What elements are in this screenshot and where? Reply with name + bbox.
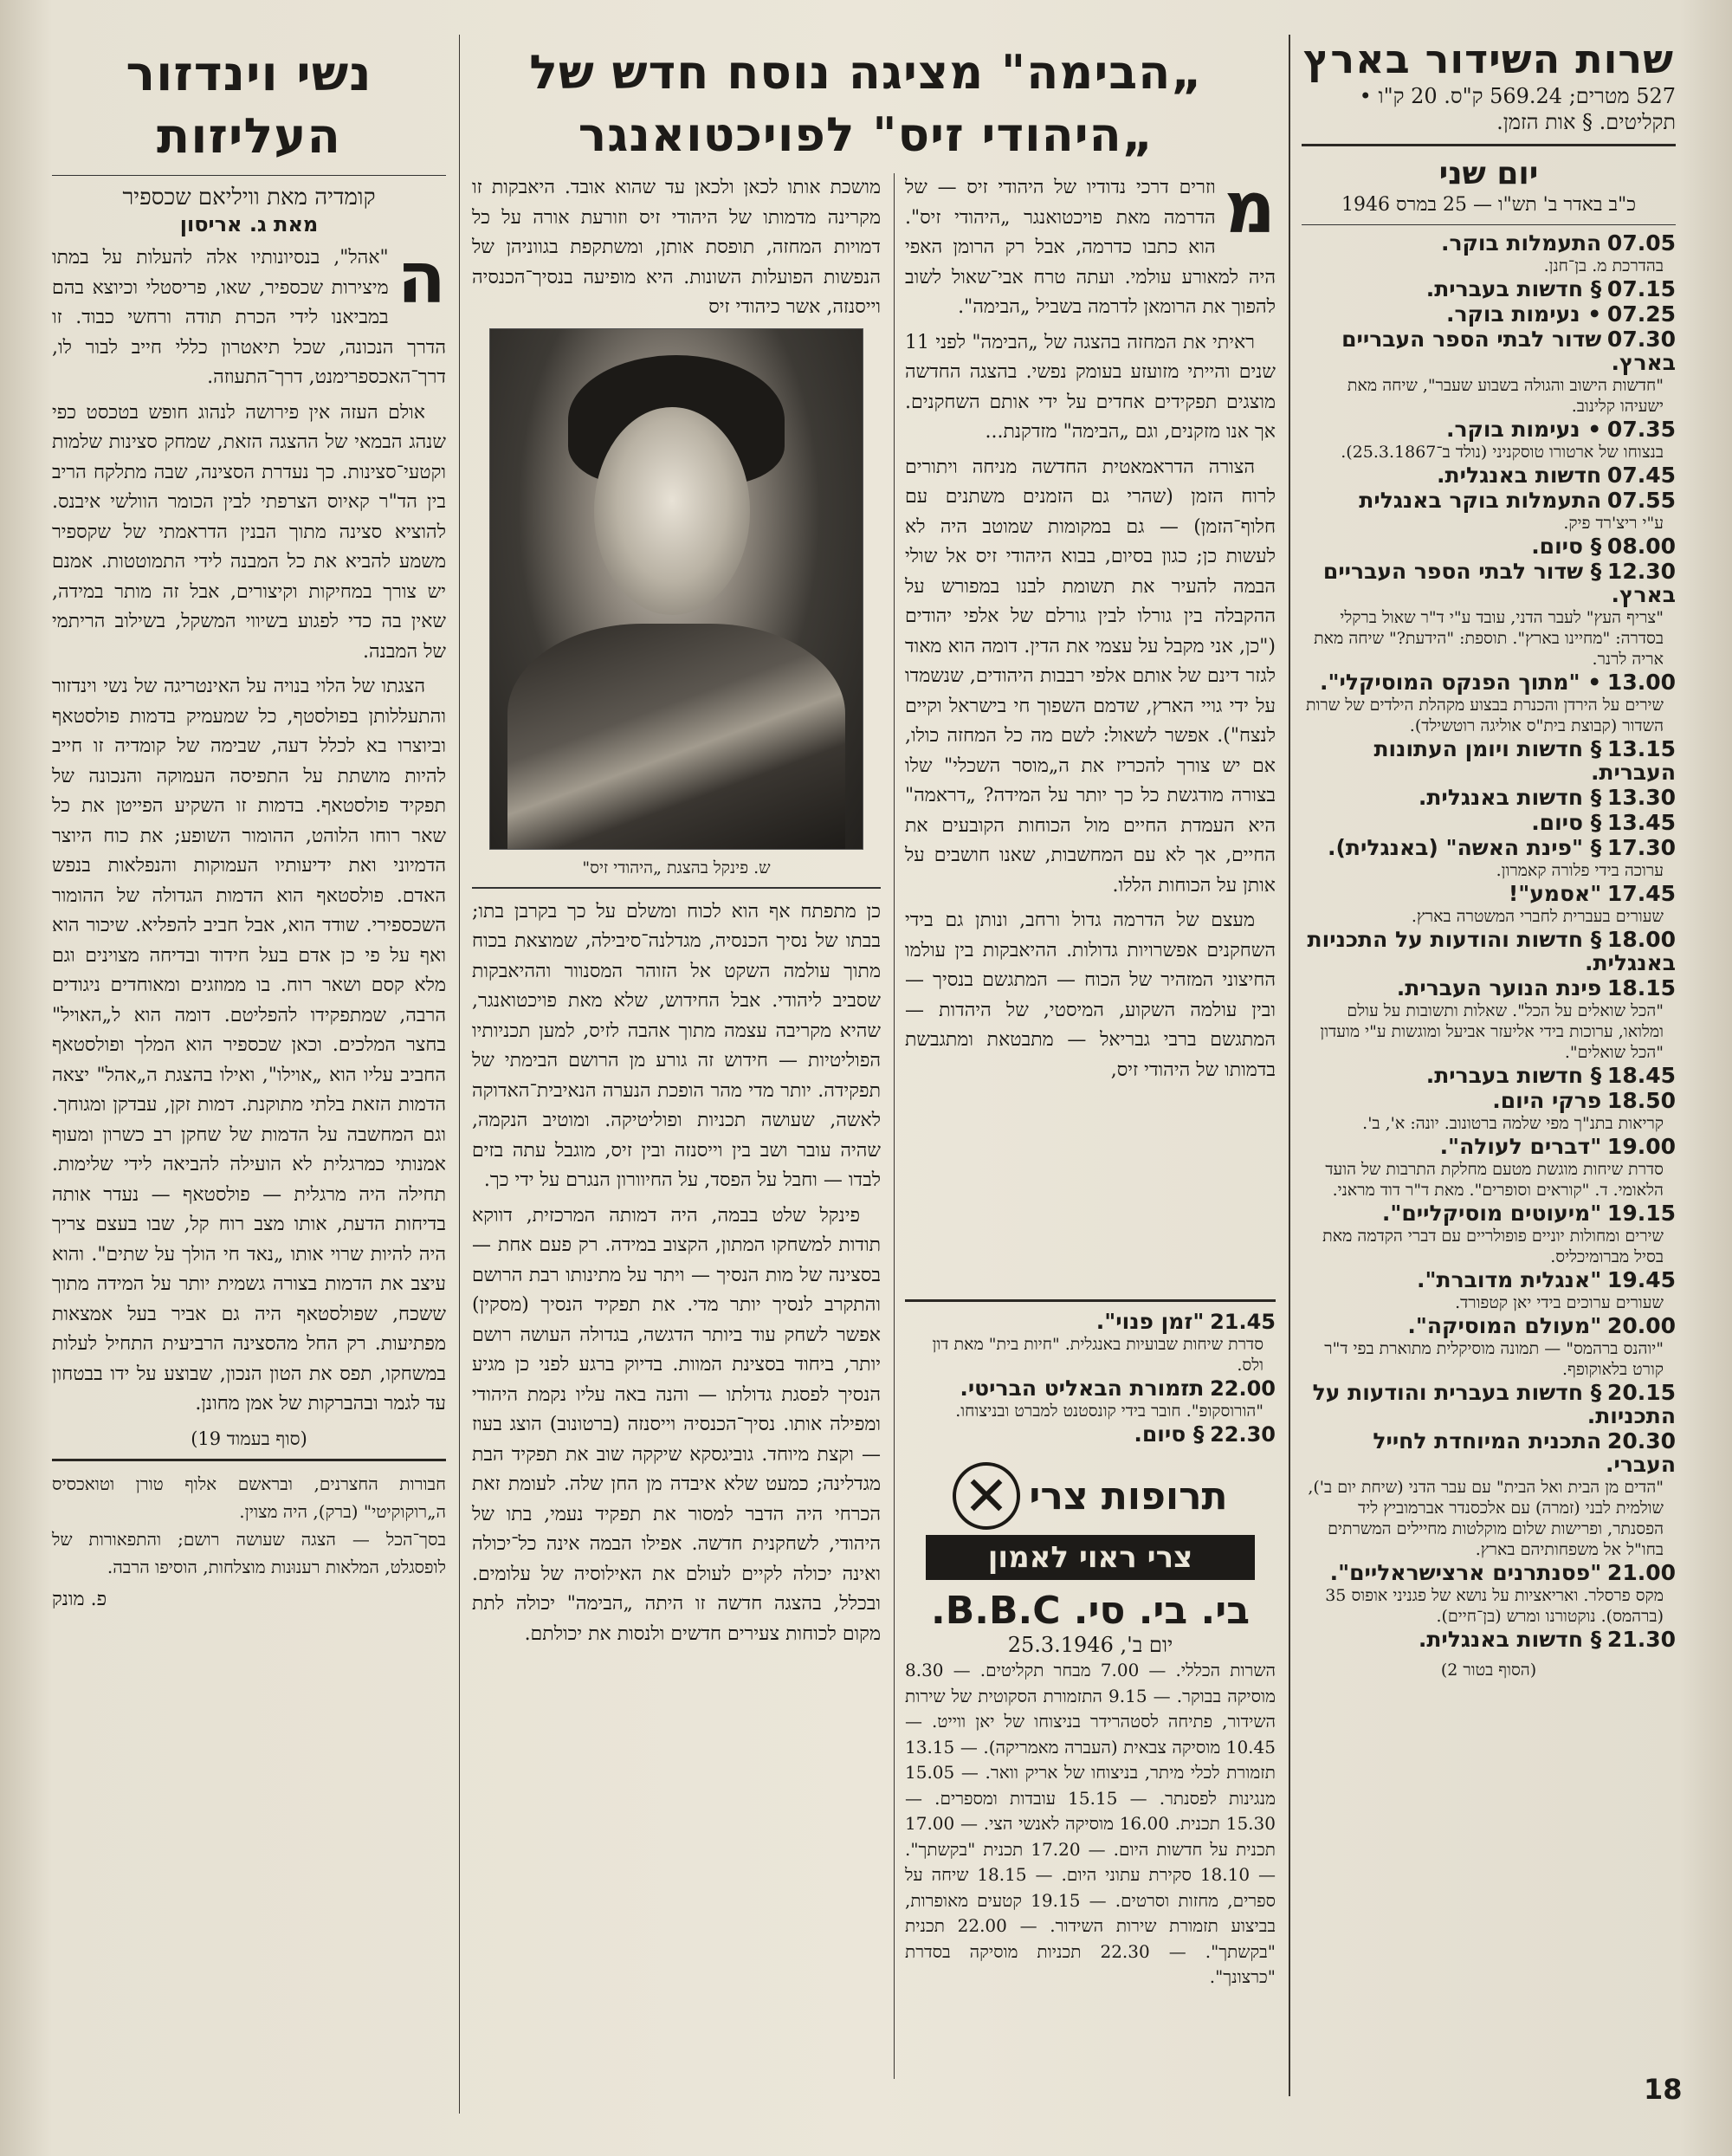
- paragraph: מושכת אותו לכאן ולכאן עד שהוא אובד. היאבקות זו מקרינה מדמותו של היהודי זיס וזורעת אורה על כל דמויות המחזה, תופסת אותן, ומשתקפת בגווניהן של הנפשות הפועלות השונות. היא מופיעה בנסיך־הכנסיה וייסנזה, אשר כיהודי זיס: [472, 177, 881, 318]
- program-title: התעמלות בוקר באנגלית: [1359, 488, 1602, 513]
- divider: [1302, 144, 1676, 146]
- shakespeare-headline-2: העליזות: [156, 108, 342, 165]
- program-title: § חדשות בעברית והודעות על התכניות.: [1312, 1380, 1676, 1428]
- paragraph: הצגתו של הלוי בנויה על האינטריגה של נשי וינדזור והתעללותן בפולסטף, כל שמעמיק בדמות פולסטאף וביוצרו בא לכלל דעה, שבימה של קומדיה זו חייב להיות מושתת על התפיסה העמוקה והנכונה של תפקיד פולסטאף. בדמות זו השקיע הפייטן את כל שאר רוחו הלוהט, ההומור השופע; את כוח היוצר הדמיוני ואת ידיעותיו העמוקות והנפלאות בנפש האדם. פולסטאף הוא הדמות הגדולה של ההומור השכספירי. שודד הוא, אבל חביב להפליא. שיכור הוא ואף על פי כן אדם בעל חידוד ובדיחה מצוינים וגם מלא קסם ושאר רוח. בו ממוזגים ומאוחדים ניגודים הרבה, שמתפקידו להפליטם. דומה הוא ל„האויל" בחצר המלכים. וכאן שכספיר הוא המלך ופולסטאף החביב עליו הוא „אוילו", ואילו בהצגת ה„אהל" יצאה הדמות הזאת בלתי מתוקנת. דמות זקן, עבדקן ומגוחך. וגם המחשבה על הדמות של שחקן רב כשרון ומעוף אמנותי כמרגלית לא הועילה להביאה לידי שלימות. תחילה היה מרגלית — פולסטאף — נעדר אותה בדיחות הדעת, אותו מצב רוח קל, שבו בעצם צריך היה להיות שרוי אותו „נאד חי הולך על שתים". והוא עיצב את הדמות בצורה גשמית יותר על המידה מתוך ששכח, שפולסטאף היה גם אביר בעל אמצאות מפתיעות. רק החל מהסצינה הרביעית התחיל לעלות במשחקו, תפס את הטון הנכון, שבוצע על ידו בבטחון עד לגמר ובהברקות של אמן מחונן.: [52, 676, 446, 1415]
- drop-cap: ה: [397, 237, 446, 320]
- paragraph: וזרים דרכי נדודיו של היהודי זיס — של הדרמה מאת פויכטואנגר „היהודי זיס". הוא כתבו כדרמה, אבל רק הרומן האפי היה למאורע עולמי. ועתה טרח אבי־שאול לשוב להפוך את הרומאן לדרמה בשביל „הבימה".: [905, 177, 1276, 318]
- program-title: "אנגלית מדוברת".: [1416, 1267, 1602, 1292]
- program-list: [1302, 232, 1676, 1652]
- program-entry: [905, 1423, 1276, 1447]
- program-time: 21.30: [1606, 1627, 1676, 1652]
- program-entry: [1302, 535, 1676, 559]
- program-title: § סיום.: [1134, 1421, 1205, 1447]
- program-entry: [1302, 1269, 1676, 1313]
- program-entry: [1302, 418, 1676, 463]
- play-subtitle: קומדיה מאת וויליאם שכספיר: [122, 185, 376, 210]
- program-time: 07.30: [1606, 327, 1676, 352]
- program-title: § חדשות והודעות על התכניות באנגלית.: [1307, 927, 1676, 975]
- habima-column-2: [472, 173, 881, 2114]
- program-description: בנצוחו של ארטורו טוסקניני (נולד ב־25.3.1867).: [1341, 443, 1664, 462]
- program-entry: [1302, 837, 1676, 881]
- shakespeare-column: [52, 43, 446, 2122]
- bbc-date: יום ב', 25.3.1946: [1007, 1633, 1173, 1657]
- paragraph: "אהל", בנסיונותיו אלה להעלות על במתו מיצירות שכספיר, שאו, פריסטלי וכיוצא בהם במביאנו לידי הכרת תודה ורחשי כבוד. זו הדרך הנכונה, שכל תיאטרון כללי חייב לבור לו, דרך־האכספרימנט, דרך־התעוזה.: [52, 247, 446, 388]
- program-time: 19.00: [1606, 1134, 1676, 1159]
- program-title: "פסנתרנים ארצישראליים".: [1329, 1560, 1602, 1585]
- program-title: § סיום.: [1531, 810, 1602, 835]
- broadcast-date: כ"ב באדר ב' תש"ו — 25 במרס 1946: [1341, 194, 1636, 216]
- program-title: § חדשות באנגלית.: [1418, 785, 1602, 810]
- program-title: § סיום.: [1531, 534, 1602, 559]
- program-time: 18.00: [1606, 927, 1676, 952]
- program-title: פרקי היום.: [1492, 1088, 1602, 1113]
- program-time: 20.15: [1606, 1380, 1676, 1405]
- program-description: "הורוסקופ". חובר בידי קונסטנט למברט ובניצוחו.: [955, 1402, 1263, 1421]
- radio-title: שרות השידור בארץ: [1302, 36, 1675, 82]
- program-description: "חדשות הישוב והגולה בשבוע שעבר", שיחה מאת ישעיהו קלינוב.: [1347, 376, 1664, 416]
- column-divider: [894, 173, 895, 2079]
- signature: פ. מונק: [52, 1588, 107, 1610]
- program-description: "צריף העץ" לעבר הדני, עובד ע"י ד"ר שאול ברקלי בסדרה: "מחיינו בארץ". תוספת: "הידעת?" שיחה מאת אריה לרנר.: [1314, 608, 1664, 669]
- program-description: שירים ומחולות יוניים פופולריים עם דברי הקדמה מאת בסיל מברומיכליס.: [1322, 1227, 1664, 1266]
- program-title: חדשות באנגלית.: [1437, 463, 1602, 488]
- program-time: 20.00: [1606, 1313, 1676, 1338]
- program-time: 13.30: [1606, 785, 1676, 810]
- program-title: "זמן פנוי".: [1095, 1309, 1205, 1334]
- program-title: § שדור לבתי הספר העבריים בארץ.: [1322, 559, 1676, 607]
- photo-face: [594, 407, 750, 615]
- program-title: § חדשות ויומן העתונות העברית.: [1373, 736, 1676, 785]
- program-entry: [905, 1377, 1276, 1421]
- program-description: סדרת שיחות שבועיות באנגלית. "חיות בית" מאת דון ולס.: [932, 1335, 1263, 1375]
- program-description: שירים על הירדן והכנרת בבצוע מקהלת הילדים של שרות השדור (קבוצת בית"ס אוליגה רוטשילד).: [1305, 696, 1664, 735]
- ad-title: תרופות צרי: [1029, 1473, 1228, 1518]
- program-entry: [1302, 738, 1676, 785]
- radio-frequency: 527 מטרים; 569.24 ק"ס. 20 ק"ו • תקליטים. § אות הזמן.: [1359, 84, 1676, 134]
- program-entry: [1302, 787, 1676, 810]
- program-entry: [1302, 1562, 1676, 1627]
- photo-coat: [507, 624, 845, 849]
- program-title: § חדשות בעברית.: [1425, 1063, 1602, 1088]
- continued-note: (סוף בעמוד 19): [191, 1428, 307, 1449]
- program-title: "אסמע"!: [1508, 881, 1602, 906]
- program-title: "מיעוטים מוסיקליים".: [1381, 1201, 1602, 1226]
- zori-logo-icon: [953, 1462, 1020, 1530]
- paragraph: מעצם של הדרמה גדול ורחב, ונותן גם בידי השחקנים אפשרויות גדולות. ההיאבקות בין עולמו החיצוני המזהיר של הכוח — המתגשם בנסיך — ובין עולמה השקוע, המיסטי, של היהדות — המתגשם ברבי גבריאל — מתבטאת ומתגבשת בדמותו של היהודי זיס,: [905, 910, 1276, 1081]
- program-time: 17.45: [1606, 881, 1676, 906]
- paragraph: אולם העזה אין פירושה לנהוג חופש בטכסט כפי שנהג הבמאי של ההצגה הזאת, שמחק סצינות שלמות וקטעי־סצינות. כך נעדרת הסצינה, שבה מתלקח הריב בין הד"ר קאיוס הצרפתי לבין הכומר הוולשי איבנס. להוציא סצינה מתוך הבנין הדראמתי של שקספיר משמע להביא את כל המבנה לידי התמוטטות. אמנם יש צורך במחיקות וקיצורים, אבל זה מותר במידה, שאין בה כדי לפגוע בשיווי המשקל, בשילוב הריתמי של המבנה.: [52, 401, 446, 663]
- byline: מאת ג. אריסון: [179, 212, 319, 236]
- program-entry: [1302, 303, 1676, 327]
- paragraph: הצורה הדראמאטית החדשה מניחה ויתורים לרוח הזמן (שהרי גם הזמנים משתנים עם חלוף־הזמן) — גם במקומות שמוטב היה לא לעשות כן; כגון בסיום, בבוא היהודי זיס אל שולי הבמה להעיר את תשומת לבנו במפורש על ההקבלה בין גורלו לבין גורלם של אלפי יהודים ("כן, אני מקבל על עצמי את הדין. דומה הוא מאוד לגזר דינם של אותם אלפי רבבות היהודים, שנשמדו על ידי גויי הארץ, שדמם השפוך חי בישראל וקיים לנצח"). אפשר לשאול: לשם מה כל המחזה כולו, אם יש צורך להכריז את ה„מוסר השכלי" שלו בצורה מודגשת כל כך יותר על המידה? „דראמה" היא העמדת החיים מול הכוחות הקובעים את החיים, אך לא עם המחשבות, שאנו חושבים על אותן על הכוחות הללו.: [905, 456, 1276, 897]
- program-title: פינת הנוער העברית.: [1396, 975, 1602, 1000]
- radio-column: [1302, 35, 1676, 1680]
- program-time: 19.15: [1606, 1201, 1676, 1226]
- program-entry: [1302, 232, 1676, 276]
- program-entry: [1302, 1315, 1676, 1380]
- program-title: "מעולם המוסיקה".: [1407, 1313, 1602, 1338]
- habima-headline: [450, 42, 1282, 166]
- program-entry: [1302, 1202, 1676, 1267]
- shakespeare-headline-1: נשי וינדזור: [126, 46, 372, 102]
- article-body: [905, 173, 1276, 1085]
- program-time: 21.45: [1210, 1310, 1276, 1334]
- program-entry: [1302, 464, 1676, 488]
- program-entry: [1302, 1065, 1676, 1088]
- program-title: "דברים לעולה".: [1439, 1134, 1602, 1159]
- program-time: 13.15: [1606, 736, 1676, 761]
- program-title: § "פינת האשה" (באנגלית).: [1327, 835, 1602, 860]
- program-time: 22.30: [1210, 1422, 1276, 1447]
- paragraph: כן מתפתח אף הוא לכוח ומשלם על כך בקרבן בתו; בבתו של נסיך הכנסיה, מגדלנה־סיבילה, שמוצאת בכוח מתוך עולמה השקט אל הזוהר המסנוור וההיאבקות שסביב ליהודי. אבל החידוש, שלא מאת פויכטואנגר, שהיא מקריבה עצמה מתוך אהבה לזיס, למען תכניותיו הפוליטיות — חידוש זה גורע מן הרושם הבימתי של תפקידה. יותר מדי מהר הופכת הנערה הנאיבית־האדוקה לאשה, שעושה תכניות ופוליטיקה. ומוטיב הנקמה, שהיה עובר ושב בין וייסנזה ובין זיס, מוגבל עתה בזים לבדו — וחבל על הפסד, על החיוורון הנגרם על ידי כך.: [472, 900, 881, 1191]
- divider: [52, 1459, 446, 1461]
- program-entry: [1302, 671, 1676, 736]
- program-time: 07.55: [1606, 488, 1676, 513]
- program-time: 13.00: [1606, 670, 1676, 695]
- advertisement: [926, 1462, 1255, 1580]
- program-time: 18.15: [1606, 975, 1676, 1000]
- small-program-list: [905, 1311, 1276, 1447]
- program-title: • "מתוך הפנקס המוסיקלי".: [1319, 670, 1602, 695]
- program-entry: [1302, 489, 1676, 534]
- program-entry: [1302, 328, 1676, 417]
- actor-photo: [489, 328, 863, 850]
- column-divider: [459, 35, 460, 2114]
- program-time: 17.30: [1606, 835, 1676, 860]
- program-entry: [905, 1311, 1276, 1376]
- drop-cap: מ: [1224, 173, 1276, 249]
- divider: [52, 175, 446, 176]
- page-number: 18: [1644, 2073, 1683, 2106]
- program-title: § חדשות באנגלית.: [1418, 1627, 1602, 1652]
- program-description: ע"י ריצ'רד פיק.: [1563, 514, 1664, 533]
- program-title: תזמורת הבאליט הבריטי.: [960, 1376, 1205, 1401]
- program-description: "הכל שואלים על הכל". שאלות ותשובות על עולם ומלואו, ערוכות בידי אליעזר אביעל ומוגשות ע"י מועדון "הכל שואלים".: [1320, 1001, 1664, 1062]
- footer-paragraph: בסך־הכל — הצגה שעושה רושם; והתפאורות של לופסגלט, המלאות רענוּנות מוצלחות, הוסיפו הרבה.: [52, 1528, 446, 1577]
- ad-slogan: צרי ראוי לאמון: [926, 1535, 1255, 1580]
- program-description: "הדים מן הבית ואל הבית" עם עבר הדני (שיחת יום ב'), שולמית לבני (זמרה) עם אלכסנדר אברמוביץ ליד הפסנתר, ופרישות שלום מוקלטות מחיילים המשרתים בחו"ל אל משפחותיהם בארץ.: [1308, 1478, 1664, 1559]
- paragraph: ראיתי את המחזה בהצגה של „הבימה" לפני 11 שנים והייתי מזועזע בעומק נפשי. בהצגה החדשה מוצגים תפקידים אחדים על ידי אותם השחקנים. אך אנו מזקנים, וגם „הבימה" מזדקנת...: [905, 331, 1276, 443]
- program-time: 12.30: [1606, 559, 1676, 584]
- program-title: • נעימות בוקר.: [1445, 301, 1602, 327]
- headline-line-1: „הבימה" מציגה נוסח חדש של: [529, 45, 1203, 100]
- program-description: ערוכה בידי פלורה קאמרון.: [1496, 861, 1664, 880]
- program-title: התעמלות בוקר.: [1440, 230, 1602, 256]
- program-title: § חדשות בעברית.: [1425, 276, 1602, 301]
- article-body: [472, 173, 881, 323]
- program-entry: [1302, 560, 1676, 670]
- program-entry: [1302, 883, 1676, 927]
- continuation-note: (הסוף בטור 2): [1440, 1661, 1537, 1680]
- program-entry: [1302, 1430, 1676, 1560]
- paragraph: פינקל שלט בבמה, היה דמותה המרכזית, דווקא תודות למשחקו המתון, הקצוב במידה. רק פעם אחת — בסצינה של מות הנסיך — ויתר על מתינותו רבת הרושם והתקרב לנסיך יותר מדי. את תפקיד הנסיך (מסקין) אפשר לשחק עוד ביותר הדגשה, בגדולה העושה רושם יותר, ביחוד בסצינת המוות. בדיוק ברגע לפני כן מגיע הנסיך לפסגת גדולתו — והנה באה עליו נקמת היהודי ומפילה אותו. נסיך־הכנסיה וייסנזה (ברטונוב) הוצג בעוז — וקצת מיוחד. גוביגסקא שיקקה שוב את תפקיד הבת מגדלינה; כמעט שלא איבדה מן החן שלה. לעומת זאת הכרחי היה הדבר למסור את תפקיד נעמי, בתו של היהודי, לשחקנית חדשה. אפילו הבמה אינה כל־יכולה ואינה יכולה לקיים לעולם את האילוסיה של עלומים. ובכלל, בהצגה חדשה זו היתה „הבימה" יכולה לתת מקום לכוחות צעירים חדשים ולנסות את יכולתם.: [472, 1204, 881, 1645]
- headline-line-2: „היהודי זיס" לפויכטואנגר: [578, 107, 1154, 162]
- program-entry: [1302, 977, 1676, 1063]
- program-description: סדרת שיחות מוגשת מטעם מחלקת התרבות של הועד הלאומי. ד. "קוראים וסופרים". מאת ד"ר דוד מראני.: [1325, 1160, 1664, 1200]
- divider: [1302, 224, 1676, 225]
- program-time: 08.00: [1606, 534, 1676, 559]
- article-body: [472, 897, 881, 1650]
- bbc-schedule: השרות הכללי. — 7.00 מבחר תקליטים. — 8.30 מוסיקה בבוקר. — 9.15 התזמורת הסקוטית של שירות השידור, פתיחה לסטהרידר בניצוחו של יאן ווייט. — 10.45 מוסיקה צבאית (העברה מאמריקה). — 13.15 תזמורת לכלי מיתר, בניצוחו של אריק וואר. — 15.05 מנגינות לפסנתר. — 15.15 עובדות ומספרים. — 15.30 תכנית. 16.00 מוסיקה לאנשי הצי. — 17.00 תכנית על חדשות היום. — 17.20 תכנית "בקשתך". — 18.10 סקירת עתוני היום. — 18.15 שיחה על ספרים, מחזות וסרטים. — 19.15 קטעים מאופרות, בביצוע תזמורת שירות השידור. — 22.00 תכנית "בקשתך". — 22.30 תכניות מוסיקה בסדרת "כרצונך".: [905, 1660, 1276, 1987]
- program-time: 18.45: [1606, 1063, 1676, 1088]
- program-time: 18.50: [1606, 1088, 1676, 1113]
- program-time: 21.00: [1606, 1560, 1676, 1585]
- footer-paragraph: חבורות החצרנים, ובראשם אלוף טורן וטואכסיס ה„רוקוקיטי" (ברק), היה מצוין.: [52, 1473, 446, 1522]
- evening-programs-box: [905, 1291, 1276, 2070]
- program-time: 07.25: [1606, 301, 1676, 327]
- habima-column-1: [905, 173, 1276, 1282]
- divider: [905, 1299, 1276, 1302]
- program-description: שעורים ערוכים בידי יאן קטפורד.: [1455, 1293, 1664, 1312]
- program-entry: [1302, 1090, 1676, 1134]
- program-entry: [1302, 1136, 1676, 1201]
- program-entry: [1302, 1382, 1676, 1428]
- program-time: 22.00: [1210, 1376, 1276, 1401]
- program-time: 07.15: [1606, 276, 1676, 301]
- day-title: יום שני: [1438, 156, 1539, 191]
- program-time: 07.45: [1606, 463, 1676, 488]
- program-description: "יוהנס ברהמס" — תמונה מוסיקלית מתוארת בפי ד"ר קורט בלאוקופף.: [1324, 1339, 1664, 1379]
- program-entry: [1302, 1628, 1676, 1652]
- column-divider: [1289, 35, 1290, 2096]
- program-description: קריאות בתנ"ך מפי שלמה ברטונוב. יונה: א', ב'.: [1362, 1114, 1664, 1133]
- program-title: התכנית המיוחדת לחייל העברי.: [1373, 1428, 1676, 1477]
- program-description: שעורים בעברית לחברי המשטרה בארץ.: [1411, 907, 1664, 926]
- article-body: [52, 237, 446, 1420]
- program-time: 07.05: [1606, 230, 1676, 256]
- program-title: • נעימות בוקר.: [1445, 417, 1602, 442]
- program-time: 19.45: [1606, 1267, 1676, 1292]
- program-entry: [1302, 812, 1676, 835]
- photo-caption: ש. פינקל בהצגת „היהודי זיס": [472, 850, 881, 889]
- program-time: 20.30: [1606, 1428, 1676, 1454]
- program-title: שדור לבתי הספר העבריים בארץ.: [1341, 327, 1676, 375]
- bbc-title: בי. בי. סי. B.B.C.: [930, 1589, 1251, 1633]
- program-time: 07.35: [1606, 417, 1676, 442]
- program-entry: [1302, 278, 1676, 301]
- program-description: מקס פרסלר. ואריאציות על נושא של פגניני אופוס 35 (ברהמס). נוקטורנו ומרש (בן־חיים).: [1325, 1586, 1664, 1626]
- program-entry: [1302, 929, 1676, 975]
- program-time: 13.45: [1606, 810, 1676, 835]
- program-description: בהדרכת מ. בן־חנן.: [1543, 256, 1664, 275]
